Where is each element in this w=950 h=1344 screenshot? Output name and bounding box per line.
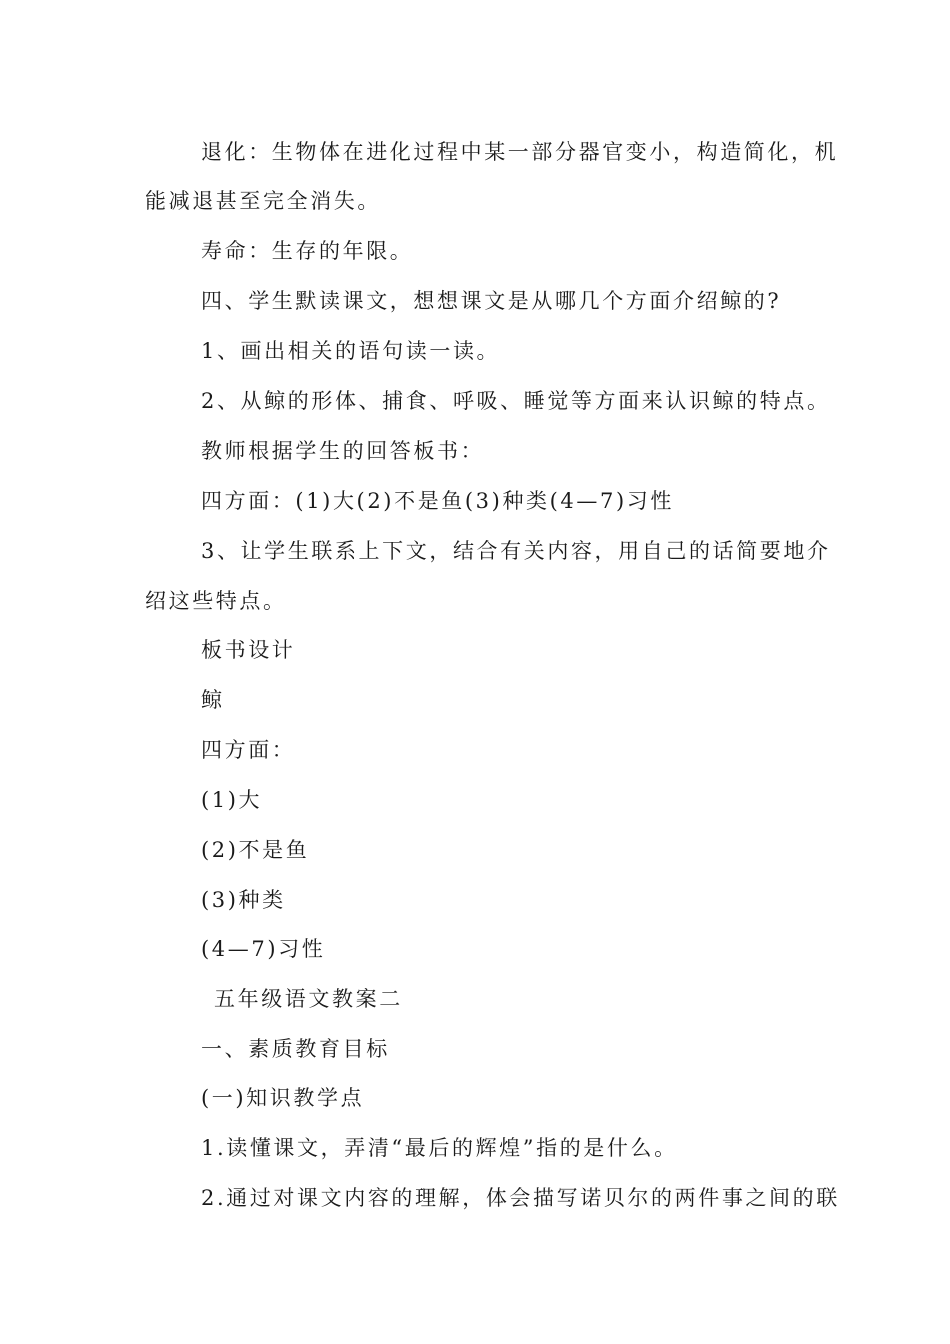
section-heading: 一、素质教育目标 <box>201 1037 390 1061</box>
paragraph-line: 教师根据学生的回答板书： <box>201 439 485 463</box>
paragraph-line: 四方面： <box>201 738 296 762</box>
paragraph-line: 1.读懂课文，弄清“最后的辉煌”指的是什么。 <box>201 1136 678 1160</box>
paragraph-line: 绍这些特点。 <box>145 589 287 613</box>
paragraph-line: 1、画出相关的语句读一读。 <box>201 339 501 363</box>
subsection-heading: (一)知识教学点 <box>201 1086 365 1110</box>
list-item: (2)不是鱼 <box>201 838 310 862</box>
paragraph-line: 2.通过对课文内容的理解，体会描写诺贝尔的两件事之间的联 <box>201 1186 840 1210</box>
paragraph-line: 退化：生物体在进化过程中某一部分器官变小，构造简化，机 <box>201 140 839 164</box>
list-item: (3)种类 <box>201 888 286 912</box>
section-title: 五年级语文教案二 <box>214 987 403 1011</box>
list-item: (4—7)习性 <box>201 937 326 961</box>
paragraph-line: 四、学生默读课文，想想课文是从哪几个方面介绍鲸的? <box>201 289 782 313</box>
paragraph-line: 3、让学生联系上下文，结合有关内容，用自己的话简要地介 <box>201 539 831 563</box>
paragraph-line: 能减退甚至完全消失。 <box>145 189 381 213</box>
paragraph-line: 鲸 <box>201 688 225 712</box>
list-item: (1)大 <box>201 788 263 812</box>
paragraph-line: 2、从鲸的形体、捕食、呼吸、睡觉等方面来认识鲸的特点。 <box>201 389 831 413</box>
paragraph-line: 四方面：(1)大(2)不是鱼(3)种类(4—7)习性 <box>201 489 674 513</box>
paragraph-line: 寿命：生存的年限。 <box>201 239 414 263</box>
section-heading: 板书设计 <box>201 638 296 662</box>
